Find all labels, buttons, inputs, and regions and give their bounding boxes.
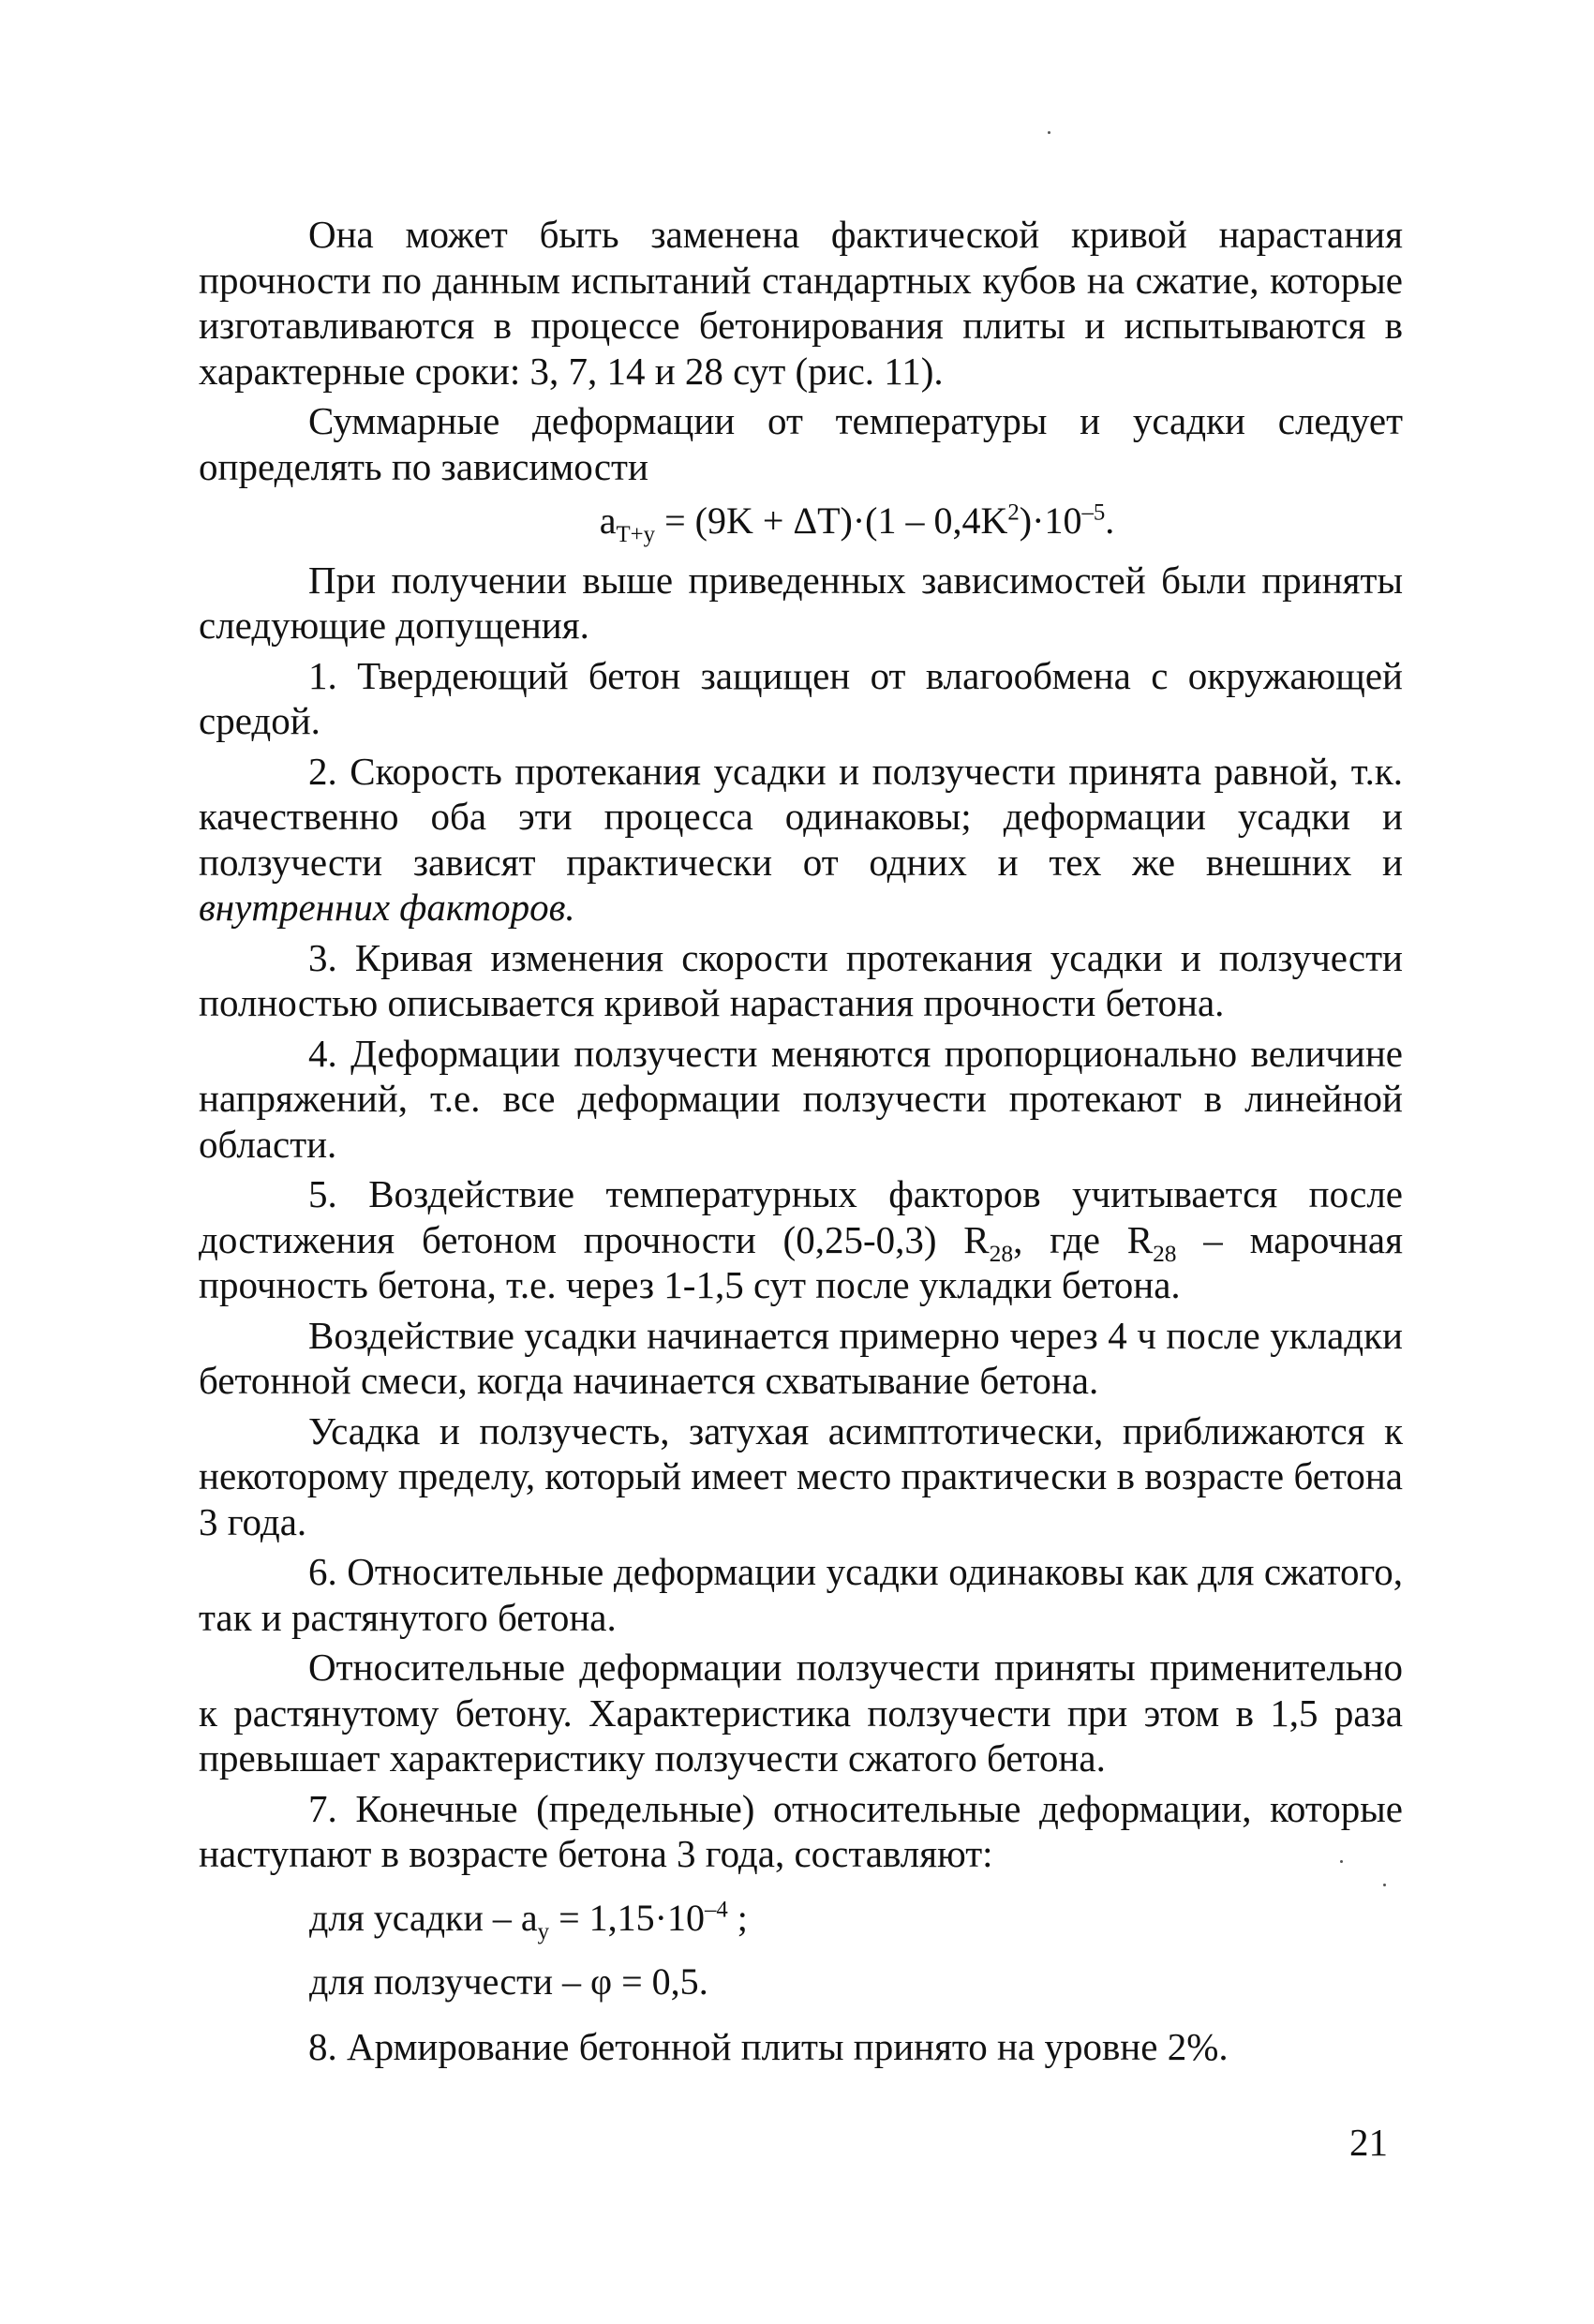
formula-creep-end: .	[698, 1960, 708, 2003]
assumption-2-italic: внутренних факторов.	[199, 886, 575, 929]
page-body	[199, 212, 1403, 2074]
assumption-4: 4. Деформации ползучести меняются пропорционально величине напряжений, т.е. все деформации ползучести протекают в линейной области.	[199, 1031, 1403, 1166]
formula-rhs: = (9K + ΔT)·(1 – 0,4K	[655, 499, 1008, 542]
assumption-3: 3. Кривая изменения скорости протекания усадки и ползучести полностью описывается кривой нарастания прочности бетона.	[199, 935, 1403, 1024]
formula-lhs-subscript: T+y	[616, 522, 656, 547]
paragraph-asymptotic-limit: Усадка и ползучесть, затухая асимптотически, приближаются к некоторому пределу, который имеет место практически в возрасте бетона 3 года.	[199, 1408, 1403, 1543]
formula-creep-label: для ползучести –	[309, 1960, 591, 2003]
paragraph-total-deformations: Суммарные деформации от температуры и усадки следует определять по зависимости	[199, 399, 1403, 488]
formula-shrinkage-label: для усадки –	[309, 1896, 521, 1939]
formula-exponent-k: 2	[1007, 499, 1020, 526]
formula-shrinkage-value: = 1,15·10	[549, 1896, 705, 1939]
assumption-2	[199, 749, 1403, 931]
page-number: 21	[1349, 2121, 1388, 2164]
paragraph-assumptions-intro: При получении выше приведенных зависимостей были приняты следующие допущения.	[199, 558, 1403, 647]
assumption-5-text-a: 5. Воздействие температурных факторов учитывается после достижения бетоном прочности (0,25-0,3) R	[199, 1172, 1403, 1261]
formula-shrinkage-exponent: –4	[704, 1897, 728, 1923]
formula-creep-expr: φ = 0,5	[590, 1960, 699, 2003]
assumption-1: 1. Твердеющий бетон защищен от влагообмена с окружающей средой.	[199, 653, 1403, 742]
paragraph-shrinkage-start: Воздействие усадки начинается примерно через 4 ч после укладки бетонной смеси, когда начинается схватывание бетона.	[199, 1313, 1403, 1402]
scan-speck	[1048, 131, 1050, 134]
paragraph-strength-curve: Она может быть заменена фактической кривой нарастания прочности по данным испытаний стандартных кубов на сжатие, которые изготавливаются в процессе бетонирования плиты и испытываются в характерные сроки: 3, 7, 14 и 28 сут (рис. 11).	[199, 213, 1403, 393]
assumption-8: 8. Армирование бетонной плиты принято на уровне 2%.	[308, 2024, 1229, 2068]
assumption-2-text: 2. Скорость протекания усадки и ползучести принята равной, т.к. качественно оба эти процесса одинаковы; деформации усадки и ползучести зависят практически от одних и тех же внешних и	[199, 749, 1403, 884]
formula-exponent-ten: –5	[1081, 499, 1106, 526]
formula-shrinkage-var: a	[520, 1896, 538, 1939]
formula-lhs: a	[599, 499, 617, 542]
assumption-5-text-c: – марочная прочность бетона, т.е. через 1-1,5 сут после укладки бетона.	[199, 1217, 1403, 1306]
formula-rhs-tail: )·10	[1019, 499, 1082, 542]
assumption-5-text-b: , где R	[1013, 1217, 1154, 1261]
formula-shrinkage-end: ;	[727, 1896, 748, 1939]
assumption-7: 7. Конечные (предельные) относительные деформации, которые наступают в возрасте бетона 3 года, составляют:	[199, 1786, 1403, 1875]
formula-end: .	[1105, 499, 1115, 542]
paragraph-creep-tension: Относительные деформации ползучести приняты применительно к растянутому бетону. Характеристика ползучести при этом в 1,5 раза превышает характеристику ползучести сжатого бетона.	[199, 1646, 1403, 1780]
r28-subscript: 28	[1153, 1240, 1177, 1267]
formula-shrinkage	[309, 1896, 1403, 1942]
formula-creep	[309, 1959, 1403, 2005]
assumption-6: 6. Относительные деформации усадки одинаковы как для сжатого, так и растянутого бетона.	[199, 1550, 1403, 1639]
formula-total-deformation	[199, 499, 1403, 547]
assumption-5	[199, 1171, 1403, 1308]
formula-shrinkage-subscript: y	[537, 1918, 550, 1944]
r28-subscript: 28	[989, 1240, 1014, 1267]
